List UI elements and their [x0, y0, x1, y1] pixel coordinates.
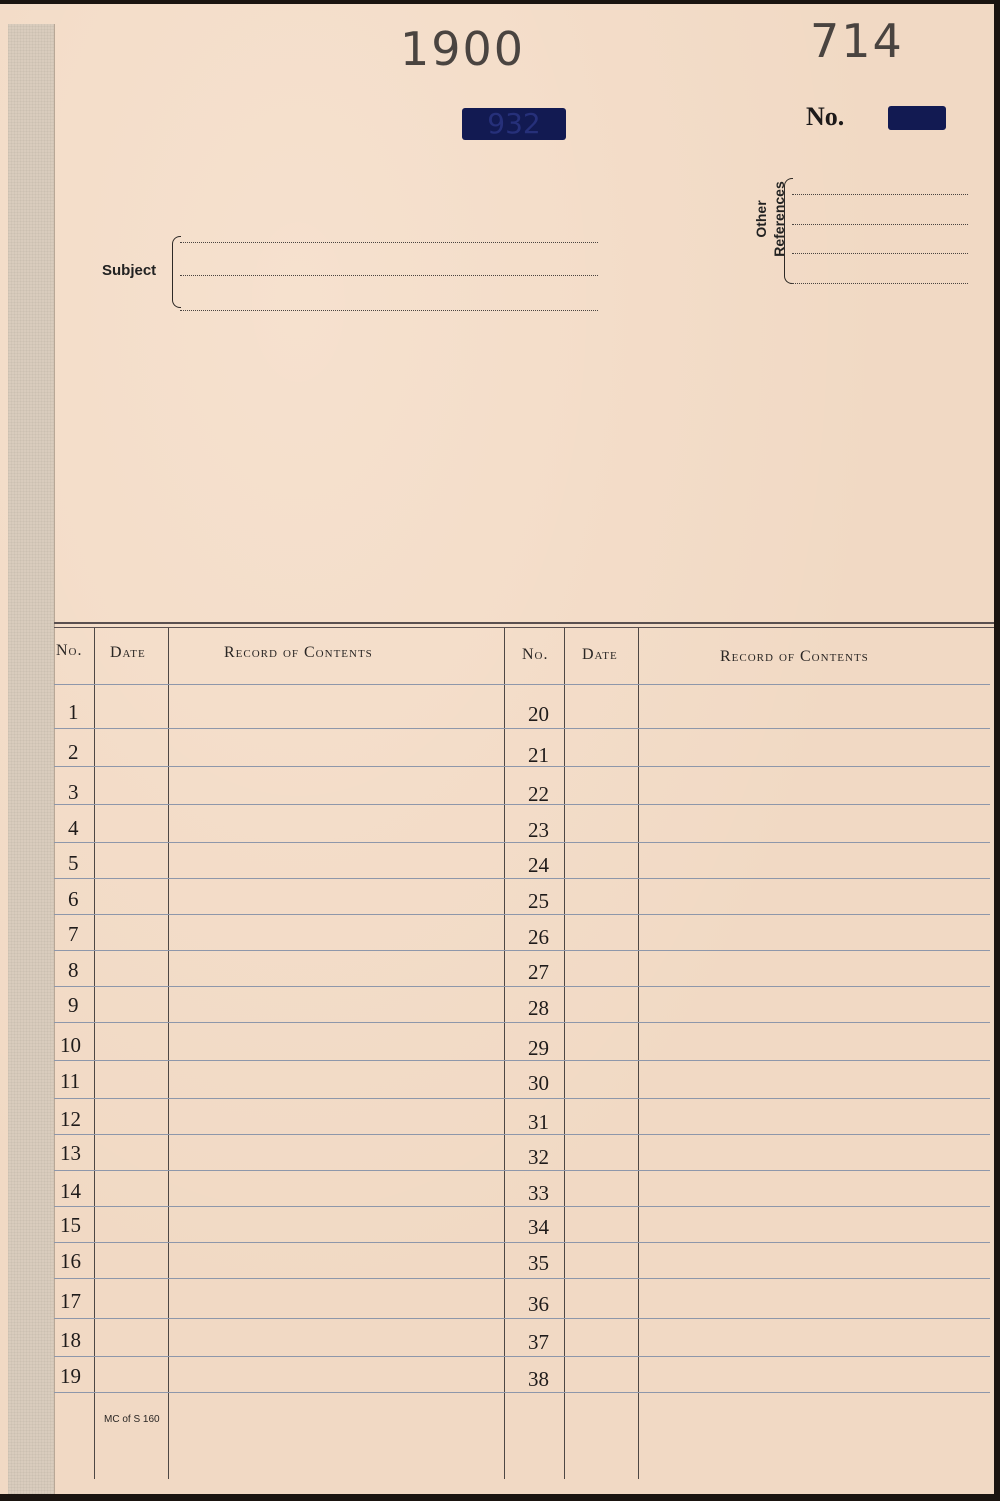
- redacted-number: [888, 106, 946, 130]
- row-number: 6: [68, 887, 79, 911]
- row-number: 15: [60, 1213, 81, 1237]
- header-no-right: No.: [522, 646, 549, 663]
- header-record-left: Record of Contents: [224, 644, 373, 661]
- row-number: 32: [528, 1145, 549, 1169]
- row-number: 17: [60, 1289, 81, 1313]
- row-number: 35: [528, 1251, 549, 1275]
- row-rule: [54, 1356, 990, 1357]
- row-number: 38: [528, 1367, 549, 1391]
- row-rule: [54, 986, 990, 987]
- row-number: 37: [528, 1330, 549, 1354]
- col-divider-date-record-left: [168, 628, 169, 1479]
- row-number: 12: [60, 1107, 81, 1131]
- subject-line-2: [180, 275, 598, 276]
- row-number: 2: [68, 740, 79, 764]
- subject-brace: [172, 236, 181, 308]
- table-top-rule-thin: [54, 627, 994, 628]
- row-number: 21: [528, 743, 549, 767]
- header-date-right: Date: [582, 646, 618, 663]
- number-label: No.: [806, 102, 845, 131]
- row-number: 9: [68, 993, 79, 1017]
- reference-line-2: [792, 224, 968, 225]
- row-number: 3: [68, 780, 79, 804]
- row-number: 25: [528, 889, 549, 913]
- row-rule: [54, 1392, 990, 1393]
- row-number: 27: [528, 960, 549, 984]
- table-top-rule: [54, 622, 994, 624]
- other-references-line-2: References: [771, 181, 787, 257]
- row-rule: [54, 1278, 990, 1279]
- row-number: 28: [528, 996, 549, 1020]
- row-number: 14: [60, 1179, 81, 1203]
- row-number: 33: [528, 1181, 549, 1205]
- row-number: 31: [528, 1110, 549, 1134]
- printer-imprint: MC of S 160: [104, 1414, 160, 1425]
- reference-line-3: [792, 253, 968, 254]
- row-number: 24: [528, 853, 549, 877]
- row-number: 16: [60, 1249, 81, 1273]
- reference-line-4: [792, 283, 968, 284]
- file-number-stamp: 714: [810, 14, 904, 68]
- cloth-binding-strip: [8, 24, 55, 1494]
- row-rule: [54, 1170, 990, 1171]
- row-number: 13: [60, 1141, 81, 1165]
- redacted-code: [462, 108, 566, 140]
- row-rule: [54, 1098, 990, 1099]
- row-number: 34: [528, 1215, 549, 1239]
- row-number: 1: [68, 700, 79, 724]
- row-rule: [54, 1242, 990, 1243]
- row-number: 18: [60, 1328, 81, 1352]
- row-number: 11: [60, 1069, 81, 1093]
- row-rule: [54, 1318, 990, 1319]
- header-no-left: No.: [56, 642, 83, 659]
- col-divider-no-date-right: [564, 628, 565, 1479]
- row-rule: [54, 1022, 990, 1023]
- row-number: 26: [528, 925, 549, 949]
- row-number: 10: [60, 1033, 81, 1057]
- row-rule: [54, 950, 990, 951]
- row-rule: [54, 1060, 990, 1061]
- row-rule: [54, 842, 990, 843]
- year-stamp: 1900: [400, 22, 526, 76]
- row-rule: [54, 878, 990, 879]
- row-rule: [54, 766, 990, 767]
- row-number: 36: [528, 1292, 549, 1316]
- row-number: 8: [68, 958, 79, 982]
- col-divider-date-record-right: [638, 628, 639, 1479]
- reference-line-1: [792, 194, 968, 195]
- row-rule: [54, 1206, 990, 1207]
- row-number: 22: [528, 782, 549, 806]
- col-divider-no-date-left: [94, 628, 95, 1479]
- col-divider-middle: [504, 628, 505, 1479]
- row-number: 7: [68, 922, 79, 946]
- row-rule: [54, 914, 990, 915]
- subject-label: Subject: [102, 262, 157, 279]
- subject-line-3: [180, 310, 598, 311]
- row-number: 5: [68, 851, 79, 875]
- row-rule: [54, 728, 990, 729]
- row-rule: [54, 1134, 990, 1135]
- row-number: 20: [528, 702, 549, 726]
- subject-line-1: [180, 242, 598, 243]
- row-number: 4: [68, 816, 79, 840]
- row-rule: [54, 804, 990, 805]
- redacted-code-text: 932: [487, 107, 541, 140]
- row-rule: [54, 684, 990, 685]
- row-number: 23: [528, 818, 549, 842]
- row-number: 30: [528, 1071, 549, 1095]
- header-record-right: Record of Contents: [720, 648, 869, 665]
- other-references-line-1: Other: [753, 200, 769, 238]
- row-number: 19: [60, 1364, 81, 1388]
- row-number: 29: [528, 1036, 549, 1060]
- file-cover: [0, 4, 994, 1494]
- header-date-left: Date: [110, 644, 146, 661]
